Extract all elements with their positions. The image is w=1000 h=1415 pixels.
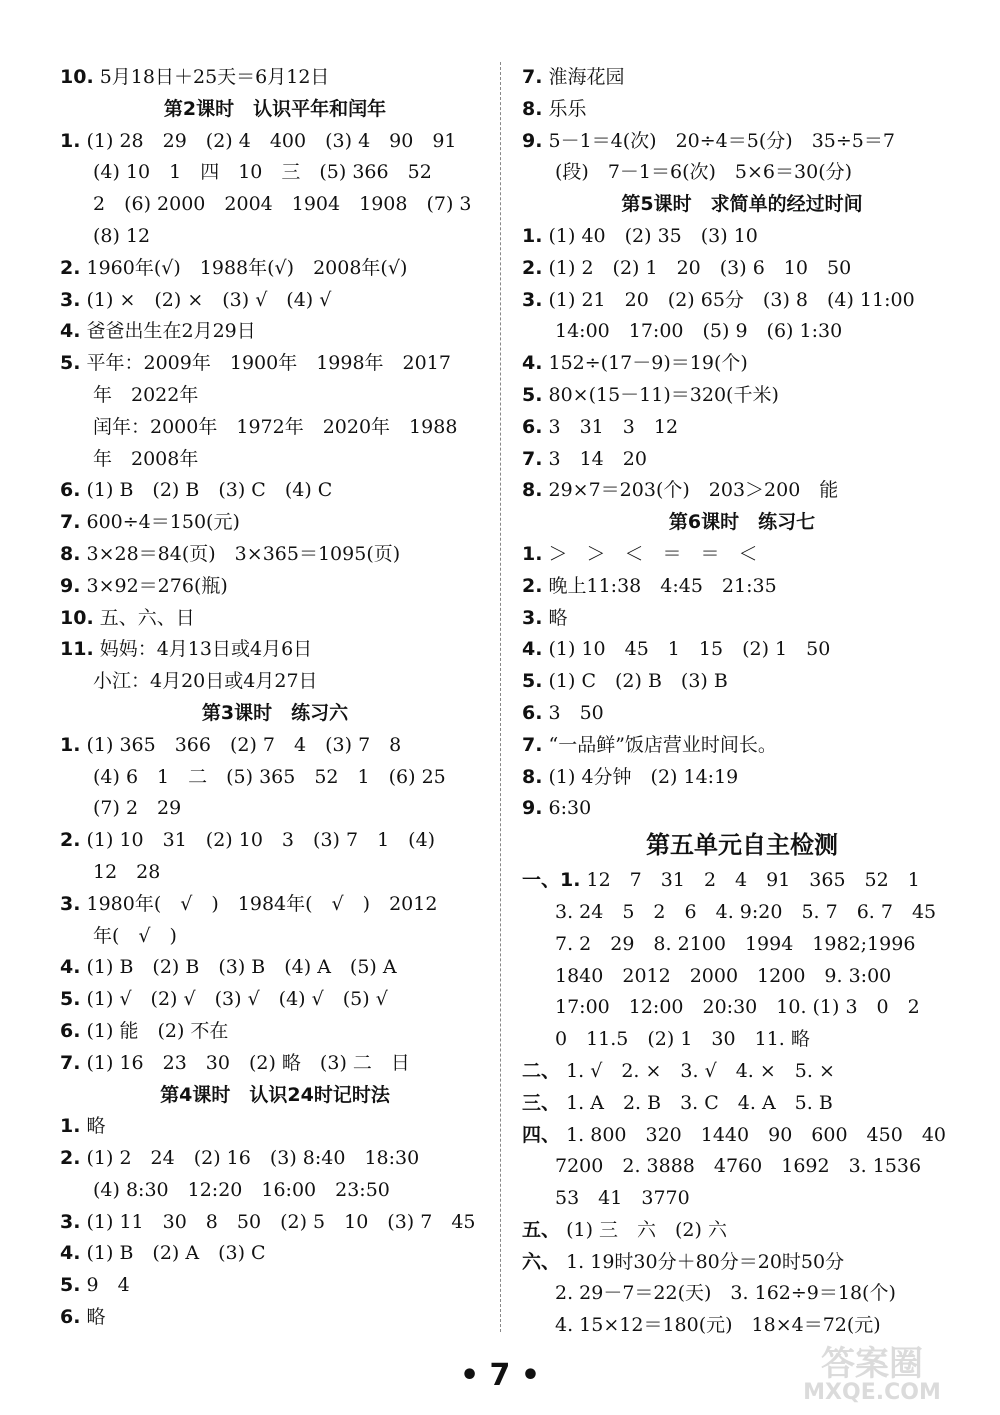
item-answer: 80×(15－11)＝320(千米) bbox=[548, 383, 779, 406]
item-answer: 妈妈：4月13日或4月6日 bbox=[99, 638, 313, 661]
item-number: 1. bbox=[60, 129, 81, 152]
answer-continuation: 0 11.5 (2) 1 30 11. 略 bbox=[555, 1028, 810, 1051]
item-answer: (1) 2 (2) 1 20 (3) 6 10 50 bbox=[548, 256, 852, 279]
item-answer: (1) 365 366 (2) 7 4 (3) 7 8 bbox=[86, 733, 402, 756]
item-number: 五、 bbox=[522, 1218, 561, 1241]
item-number: 7. bbox=[60, 1051, 81, 1074]
item-number: 6. bbox=[60, 1019, 81, 1042]
item-number: 2. bbox=[60, 1147, 81, 1170]
section-heading: 第5课时 求简单的经过时间 bbox=[621, 193, 863, 216]
answer-continuation: (4) 10 1 四 10 三 (5) 366 52 bbox=[93, 161, 432, 184]
item-answer: (1) B (2) B (3) C (4) C bbox=[86, 479, 333, 502]
answer-continuation: (8) 12 bbox=[93, 224, 151, 247]
item-number: 4. bbox=[522, 638, 543, 661]
item-answer: 3×92＝276(瓶) bbox=[86, 574, 228, 597]
item-answer: (1) B (2) B (3) B (4) A (5) A bbox=[86, 956, 397, 979]
answer-continuation: 53 41 3770 bbox=[555, 1187, 690, 1210]
item-answer: 1. √ 2. × 3. √ 4. × 5. × bbox=[566, 1059, 835, 1082]
item-number: 2. bbox=[60, 256, 81, 279]
item-number: 5. bbox=[60, 352, 81, 375]
item-answer: (1) 三 六 (2) 六 bbox=[566, 1218, 727, 1241]
answer-item bbox=[522, 1215, 962, 1247]
left-column bbox=[60, 62, 490, 1334]
item-number: 5. bbox=[522, 670, 543, 693]
item-number: 1. bbox=[522, 224, 543, 247]
watermark-url: MXQE.COM bbox=[803, 1380, 941, 1405]
item-number: 2. bbox=[522, 256, 543, 279]
item-answer: (1) × (2) × (3) √ (4) √ bbox=[86, 288, 332, 311]
page-number: • 7 • bbox=[459, 1358, 541, 1393]
answer-continuation: (4) 8:30 12:20 16:00 23:50 bbox=[93, 1178, 390, 1201]
item-answer: 平年：2009年 1900年 1998年 2017 bbox=[86, 352, 451, 375]
answer-continuation: 14:00 17:00 (5) 9 (6) 1:30 bbox=[555, 320, 843, 343]
answer-item bbox=[60, 1238, 490, 1270]
item-answer: (1) 10 31 (2) 10 3 (3) 7 1 (4) bbox=[86, 829, 436, 852]
item-number: 11. bbox=[60, 638, 94, 661]
item-answer: 5－1＝4(次) 20÷4＝5(分) 35÷5＝7 bbox=[548, 129, 895, 152]
item-number: 9. bbox=[522, 797, 543, 820]
item-answer: 乐乐 bbox=[548, 97, 587, 120]
answer-item bbox=[60, 348, 490, 380]
answer-item bbox=[60, 889, 490, 921]
answer-item bbox=[522, 666, 962, 698]
answer-continuation: (4) 6 1 二 (5) 365 52 1 (6) 25 bbox=[93, 765, 446, 788]
answer-continuation: 4. 15×12＝180(元) 18×4＝72(元) bbox=[555, 1314, 881, 1337]
item-number: 1. bbox=[60, 733, 81, 756]
item-answer: (1) 4分钟 (2) 14:19 bbox=[548, 765, 739, 788]
answer-item bbox=[522, 865, 962, 897]
watermark-text: 答案圈 bbox=[821, 1344, 923, 1384]
answer-item bbox=[522, 762, 962, 794]
item-answer: 600÷4＝150(元) bbox=[86, 511, 240, 534]
answer-item bbox=[60, 1016, 490, 1048]
answer-item bbox=[522, 348, 962, 380]
answer-continuation: 12 28 bbox=[93, 860, 161, 883]
item-answer: 29×7＝203(个) 203＞200 能 bbox=[548, 479, 839, 502]
item-answer: 爸爸出生在2月29日 bbox=[86, 320, 256, 343]
item-answer: (1) √ (2) √ (3) √ (4) √ (5) √ bbox=[86, 988, 388, 1011]
item-number: 8. bbox=[60, 542, 81, 565]
item-number: 1. bbox=[60, 1115, 81, 1138]
answer-item bbox=[522, 1247, 962, 1279]
answer-continuation: 年 2008年 bbox=[93, 447, 199, 470]
answer-item bbox=[60, 539, 490, 571]
item-number: 9. bbox=[60, 574, 81, 597]
item-answer: 1960年(√) 1988年(√) 2008年(√) bbox=[86, 256, 408, 279]
item-answer: 淮海花园 bbox=[548, 66, 625, 88]
answer-item bbox=[60, 507, 490, 539]
item-answer: 6:30 bbox=[548, 797, 592, 820]
answer-item bbox=[60, 285, 490, 317]
answer-item bbox=[522, 539, 962, 571]
answer-continuation: 7200 2. 3888 4760 1692 3. 1536 bbox=[555, 1155, 922, 1178]
answer-item bbox=[60, 62, 490, 94]
item-number: 3. bbox=[522, 606, 543, 629]
section-heading: 第3课时 练习六 bbox=[201, 701, 349, 724]
item-number: 2. bbox=[522, 574, 543, 597]
answer-continuation: 3. 24 5 2 6 4. 9:20 5. 7 6. 7 45 bbox=[555, 900, 937, 923]
answer-item bbox=[60, 1207, 490, 1239]
answer-continuation: 7. 2 29 8. 2100 1994 1982;1996 bbox=[555, 932, 916, 955]
item-answer: “一品鲜”饭店营业时间长。 bbox=[548, 733, 777, 756]
item-number: 5. bbox=[60, 988, 81, 1011]
answer-item bbox=[60, 952, 490, 984]
answer-item bbox=[522, 603, 962, 635]
answer-item bbox=[522, 126, 962, 158]
item-number: 6. bbox=[522, 701, 543, 724]
answer-item bbox=[522, 1056, 962, 1088]
answer-item bbox=[60, 825, 490, 857]
answer-item bbox=[522, 730, 962, 762]
answer-item bbox=[60, 571, 490, 603]
item-number: 二、 bbox=[522, 1059, 561, 1082]
item-answer: 9 4 bbox=[86, 1274, 130, 1297]
section-heading: 第6课时 练习七 bbox=[668, 511, 816, 534]
item-number: 1. bbox=[522, 542, 543, 565]
answer-item bbox=[522, 634, 962, 666]
item-number: 3. bbox=[60, 892, 81, 915]
answer-continuation: 2 (6) 2000 2004 1904 1908 (7) 3 bbox=[93, 193, 472, 216]
answer-continuation: 年 2022年 bbox=[93, 383, 199, 406]
item-number: 10. bbox=[60, 66, 94, 88]
item-number: 10. bbox=[60, 606, 94, 629]
item-answer: 略 bbox=[86, 1306, 106, 1329]
item-number: 7. bbox=[522, 733, 543, 756]
answer-continuation: (7) 2 29 bbox=[93, 797, 182, 820]
item-number: 2. bbox=[60, 829, 81, 852]
answer-item bbox=[60, 603, 490, 635]
answer-continuation: (段) 7－1＝6(次) 5×6＝30(分) bbox=[555, 161, 853, 184]
answer-item bbox=[60, 634, 490, 666]
answer-continuation: 2. 29－7＝22(天) 3. 162÷9＝18(个) bbox=[555, 1282, 896, 1305]
item-number: 6. bbox=[60, 1306, 81, 1329]
answer-item bbox=[522, 698, 962, 730]
answer-item bbox=[60, 126, 490, 158]
item-number: 4. bbox=[522, 352, 543, 375]
answer-item bbox=[522, 571, 962, 603]
item-answer: 1. A 2. B 3. C 4. A 5. B bbox=[566, 1091, 833, 1114]
column-divider bbox=[500, 62, 501, 1332]
item-number: 3. bbox=[60, 288, 81, 311]
item-answer: 12 7 31 2 4 91 365 52 1 bbox=[586, 869, 920, 892]
item-number: 8. bbox=[522, 765, 543, 788]
item-answer: ＞ ＞ ＜ ＝ ＝ ＜ bbox=[548, 542, 758, 565]
answer-item bbox=[522, 475, 962, 507]
answer-item bbox=[60, 475, 490, 507]
section-heading: 第2课时 认识平年和闰年 bbox=[163, 97, 387, 120]
item-answer: (1) 28 29 (2) 4 400 (3) 4 90 91 bbox=[86, 129, 457, 152]
item-number: 3. bbox=[522, 288, 543, 311]
answer-item bbox=[522, 1088, 962, 1120]
item-answer: 略 bbox=[548, 606, 568, 629]
answer-item bbox=[522, 94, 962, 126]
answer-continuation: 1840 2012 2000 1200 9. 3:00 bbox=[555, 964, 892, 987]
answer-continuation: 年( √ ) bbox=[93, 924, 177, 947]
item-answer: (1) C (2) B (3) B bbox=[548, 670, 728, 693]
answer-item bbox=[60, 1048, 490, 1080]
item-answer: (1) B (2) A (3) C bbox=[86, 1242, 266, 1265]
item-number: 6. bbox=[60, 479, 81, 502]
item-number: 7. bbox=[60, 511, 81, 534]
item-answer: 5月18日＋25天＝6月12日 bbox=[99, 66, 330, 88]
item-number: 7. bbox=[522, 447, 543, 470]
answer-item bbox=[60, 1270, 490, 1302]
item-answer: (1) 10 45 1 15 (2) 1 50 bbox=[548, 638, 831, 661]
item-answer: 1. 19时30分＋80分＝20时50分 bbox=[566, 1250, 845, 1273]
answer-item bbox=[522, 1120, 962, 1152]
item-number: 5. bbox=[60, 1274, 81, 1297]
item-answer: 1. 800 320 1440 90 600 450 40 bbox=[566, 1123, 946, 1146]
item-number: 3. bbox=[60, 1210, 81, 1233]
answer-item bbox=[522, 444, 962, 476]
answer-continuation: 17:00 12:00 20:30 10. (1) 3 0 2 bbox=[555, 996, 920, 1019]
item-answer: 晚上11:38 4:45 21:35 bbox=[548, 574, 777, 597]
item-number: 6. bbox=[522, 415, 543, 438]
answer-item bbox=[60, 316, 490, 348]
item-number: 5. bbox=[522, 383, 543, 406]
item-number: 8. bbox=[522, 97, 543, 120]
answer-item bbox=[60, 1302, 490, 1334]
item-answer: (1) 能 (2) 不在 bbox=[86, 1019, 229, 1042]
right-column bbox=[522, 62, 962, 1342]
item-answer: 3×28＝84(页) 3×365＝1095(页) bbox=[86, 542, 401, 565]
item-answer: 略 bbox=[86, 1115, 106, 1138]
item-answer: 1980年( √ ) 1984年( √ ) 2012 bbox=[86, 892, 438, 915]
item-answer: 152÷(17－9)＝19(个) bbox=[548, 352, 748, 375]
answer-item bbox=[522, 221, 962, 253]
item-number: 四、 bbox=[522, 1123, 561, 1146]
item-number: 三、 bbox=[522, 1091, 561, 1114]
answer-item bbox=[522, 253, 962, 285]
answer-item bbox=[522, 62, 962, 94]
item-number: 9. bbox=[522, 129, 543, 152]
item-answer: (1) 21 20 (2) 65分 (3) 8 (4) 11:00 bbox=[548, 288, 915, 311]
answer-item bbox=[522, 412, 962, 444]
item-number: 4. bbox=[60, 956, 81, 979]
item-answer: 3 31 3 12 bbox=[548, 415, 679, 438]
answer-continuation: 闰年：2000年 1972年 2020年 1988 bbox=[93, 415, 458, 438]
item-answer: (1) 40 (2) 35 (3) 10 bbox=[548, 224, 758, 247]
item-answer: 3 50 bbox=[548, 701, 604, 724]
item-number: 一、1. bbox=[522, 869, 581, 892]
item-answer: (1) 16 23 30 (2) 略 (3) 二 日 bbox=[86, 1051, 410, 1074]
section-heading: 第4课时 认识24时记时法 bbox=[160, 1083, 390, 1106]
item-number: 7. bbox=[522, 66, 543, 88]
answer-item bbox=[522, 285, 962, 317]
unit-test-title: 第五单元自主检测 bbox=[646, 831, 838, 860]
item-number: 8. bbox=[522, 479, 543, 502]
item-number: 4. bbox=[60, 1242, 81, 1265]
item-answer: (1) 2 24 (2) 16 (3) 8:40 18:30 bbox=[86, 1147, 420, 1170]
answer-item bbox=[522, 380, 962, 412]
item-answer: 五、六、日 bbox=[99, 606, 195, 629]
item-answer: (1) 11 30 8 50 (2) 5 10 (3) 7 45 bbox=[86, 1210, 476, 1233]
answer-item bbox=[60, 253, 490, 285]
item-answer: 3 14 20 bbox=[548, 447, 647, 470]
answer-item bbox=[522, 793, 962, 825]
answer-continuation: 小江：4月20日或4月27日 bbox=[93, 670, 318, 693]
answer-item bbox=[60, 984, 490, 1016]
item-number: 六、 bbox=[522, 1250, 561, 1273]
answer-item bbox=[60, 1111, 490, 1143]
answer-item bbox=[60, 1143, 490, 1175]
item-number: 4. bbox=[60, 320, 81, 343]
watermark-logo bbox=[762, 1335, 982, 1405]
answer-item bbox=[60, 730, 490, 762]
